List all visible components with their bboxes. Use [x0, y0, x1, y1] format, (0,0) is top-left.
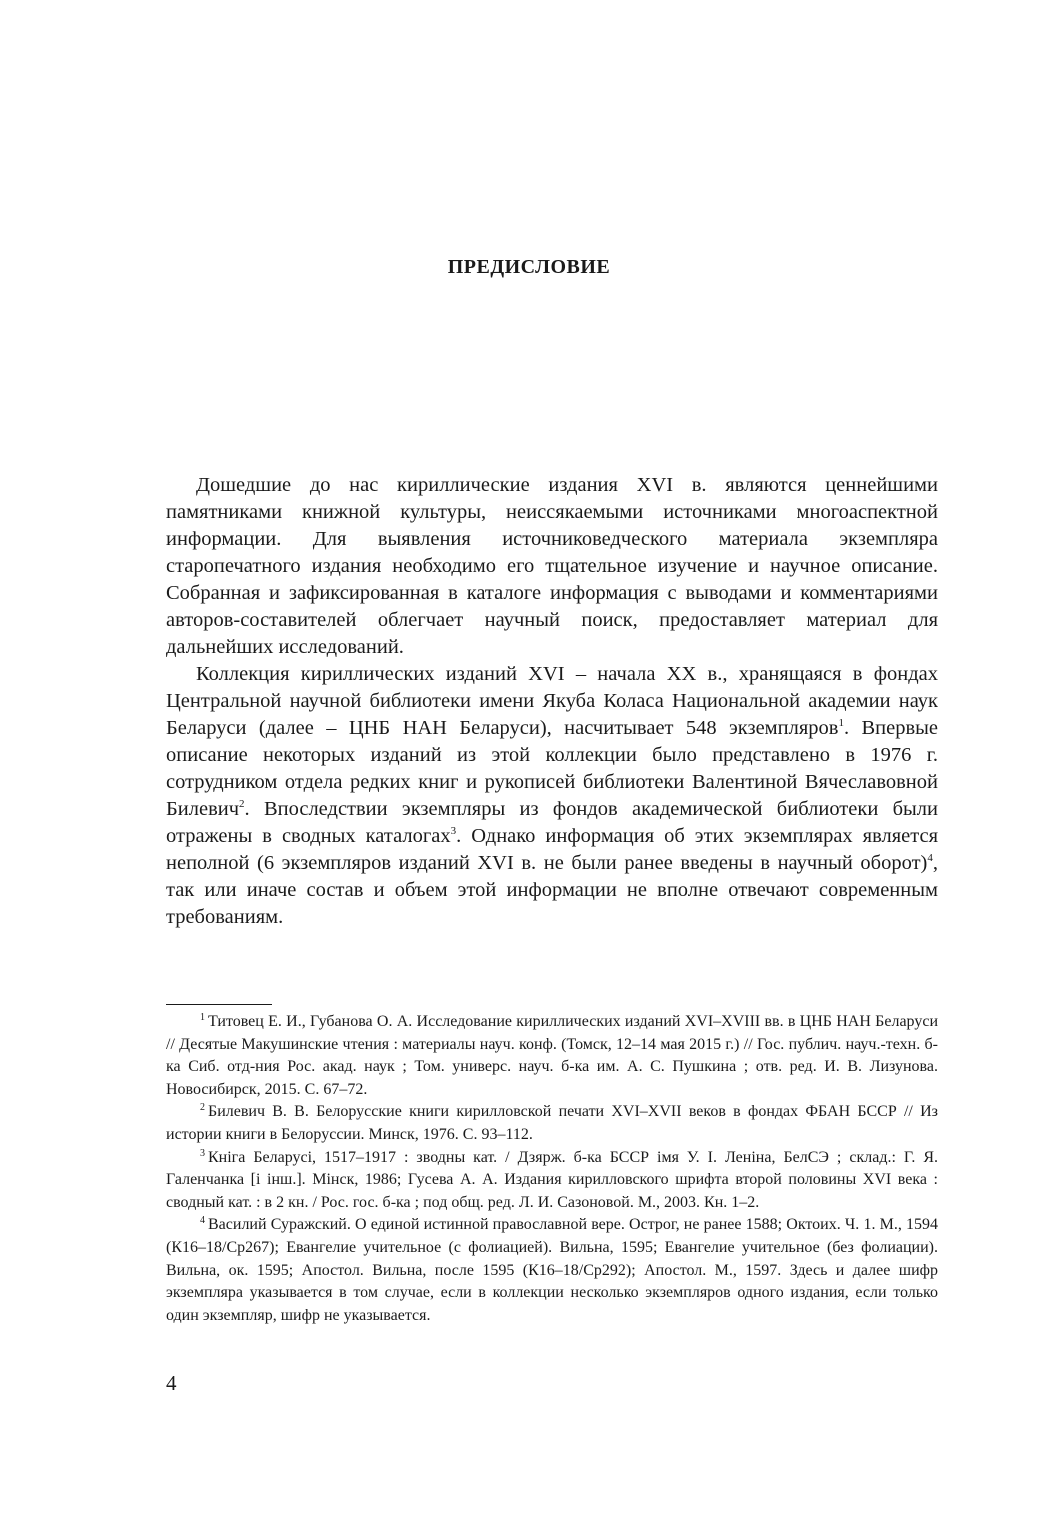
footnote-ref-3: 3	[450, 825, 457, 837]
paragraph-2-part-4: . Однако информация об этих экземплярах является неполной (6 экземпляров изданий XVI в. не были ранее введены в научный оборот)	[166, 825, 938, 874]
footnotes	[166, 1011, 938, 1327]
paragraph-2-part-2: . Впервые описание некоторых изданий из этой коллекции было представлено в 1976 г. сотрудником отдела редких книг и рукописей библиотеки Валентиной Вячеславовной Билевич	[166, 717, 939, 820]
footnote-number: 4	[200, 1215, 205, 1227]
footnote-text: Василий Суражский. О единой истинной православной вере. Острог, не ранее 1588; Октоих. Ч. 1. М., 1594 (К16–18/Ср267); Евангелие учительное (с фолиацией). Вильна, 1595; Евангелие учительное (без фолиации). Вильна, ок. 1595; Апостол. Вильна, после 1595 (К16–18/Ср292); Апостол. М., 1597. Здесь и далее шифр экземпляра указывается в том случае, если в коллекции несколько экземпляров одного издания, если только один экземпляр, шифр не указывается.	[166, 1216, 938, 1324]
paragraph-2	[166, 661, 938, 931]
footnote-1	[166, 1011, 938, 1101]
footnote-ref-1: 1	[838, 717, 844, 729]
paragraph-2-part-5: , так или иначе состав и объем этой информации не вполне отвечают современным требованиям.	[166, 852, 938, 928]
footnote-text: Кніга Беларусі, 1517–1917 : зводны кат. / Дзярж. б-ка БССР імя У. І. Леніна, БелСЭ ; склад.: Г. Я. Галенчанка [і інш.]. Мінск, 1986; Гусева А. А. Издания кирилловского шрифта второй половины XVI века : сводный кат. : в 2 кн. / Рос. гос. б-ка ; под общ. ред. Л. И. Сазоновой. М., 2003. Кн. 1–2.	[166, 1148, 938, 1211]
page-number: 4	[166, 1371, 177, 1395]
paragraph-1: Дошедшие до нас кириллические издания XVI в. являются ценнейшими памятниками книжной культуры, неиссякаемыми источниками многоаспектной информации. Для выявления источниковедческого материала экземпляра старопечатного издания необходимо его тщательное изучение и научное описание. Собранная и зафиксированная в каталоге информация с выводами и комментариями авторов-составителей облегчает научный поиск, предоставляет материал для дальнейших исследований.	[166, 474, 938, 658]
main-text	[166, 472, 938, 931]
footnote-separator	[166, 1004, 272, 1005]
paragraph-2-part-1: Коллекция кириллических изданий XVI – начала XX в., хранящаяся в фондах Центральной научной библиотеки имени Якуба Коласа Национальной академии наук Беларуси (далее – ЦНБ НАН Беларуси), насчитывает 548 экземпляров	[166, 663, 938, 739]
paragraph-2-part-3: . Впоследствии экземпляры из фондов академической библиотеки были отражены в сводных каталогах	[166, 798, 938, 847]
footnote-ref-2: 2	[239, 798, 245, 810]
footnote-ref-4: 4	[927, 852, 933, 864]
footnote-3	[166, 1147, 938, 1215]
footnote-2	[166, 1101, 938, 1146]
footnote-4	[166, 1214, 938, 1327]
footnote-text: Билевич В. В. Белорусские книги кирилловской печати XVI–XVII веков в фондах ФБАН БССР // Из истории книги в Белоруссии. Минск, 1976. С. 93–112.	[166, 1103, 938, 1143]
footnote-text: Титовец Е. И., Губанова О. А. Исследование кириллических изданий XVI–XVIII вв. в ЦНБ НАН Беларуси // Десятые Макушинские чтения : материалы науч. конф. (Томск, 12–14 мая 2015 г.) // Гос. публич. науч.-техн. б-ка Сиб. отд-ния Рос. акад. наук ; Том. универс. науч. б-ка им. А. С. Пушкина ; отв. ред. И. В. Лизунова. Новосибирск, 2015. С. 67–72.	[166, 1013, 938, 1098]
chapter-title: ПРЕДИСЛОВИЕ	[447, 256, 611, 278]
footnote-number: 1	[200, 1012, 205, 1023]
footnote-number: 3	[200, 1147, 205, 1159]
footnote-number: 2	[200, 1102, 205, 1114]
